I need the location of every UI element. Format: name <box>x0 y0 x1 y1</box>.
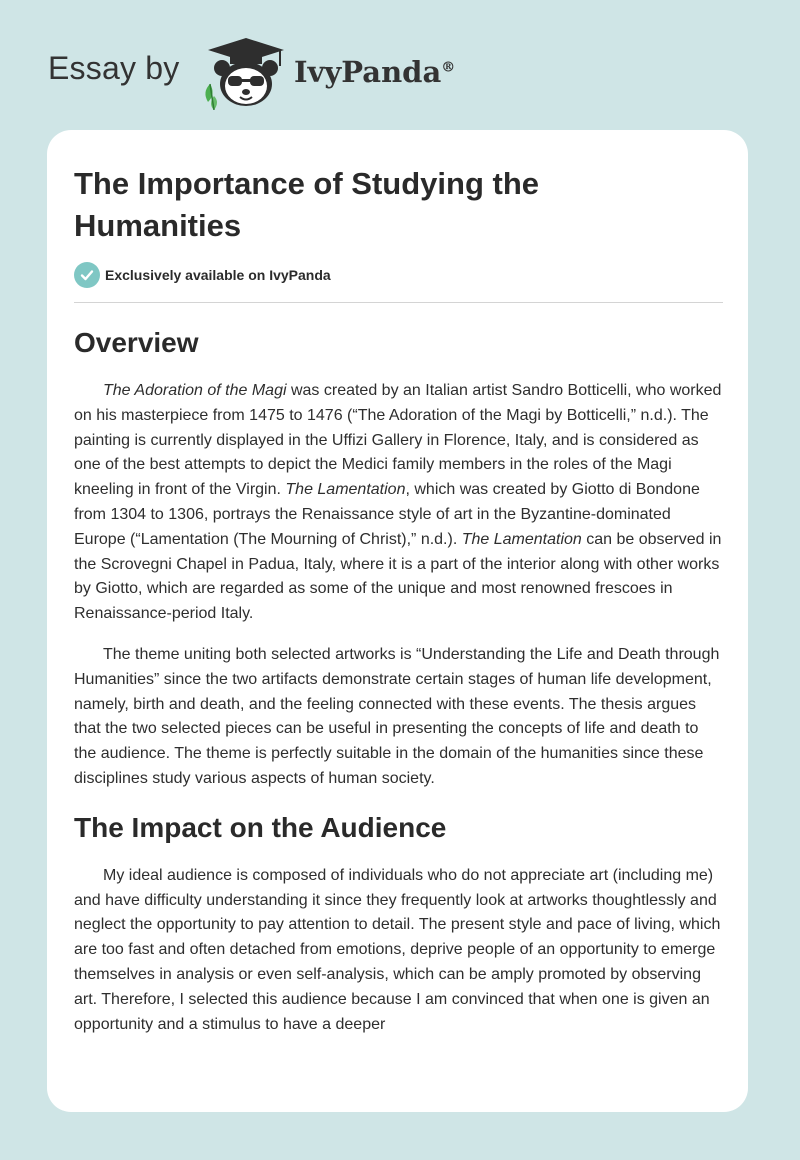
text-run: The theme uniting both selected artworks is “Understanding the Life and Death through Humanities” since the two artifacts demonstrate certain stages of human life development, namely, birth and death, and the feeling connected with these events. The thesis argues that the two selected pieces can be useful in presenting the concepts of life and death to the audience. The theme is perfectly suitable in the domain of the humanities since these disciplines study various aspects of human society. <box>74 645 720 787</box>
text-run: was created by an Italian artist Sandro Botticelli, who worked on his masterpiece from 1475 to 1476 (“The Adoration of the Magi by Botticelli,” n.d.). The painting is currently displayed in the Uffizi Gallery in Florence, Italy, and is considered as one of the best attempts to depict the Medici family members in the roles of the Magi kneeling in front of the Virgin. <box>74 382 722 499</box>
text-run: can be observed in the Scrovegni Chapel in Padua, Italy, where it is a part of the interior along with other works by Giotto, which are regarded as some of the unique and most renowned frescoes in Renaissance-period Italy. <box>74 530 722 623</box>
text-run: , which was created by Giotto di Bondone from 1304 to 1306, portrays the Renaissance style of art in the Byzantine-dominated Europe (“Lamentation (The Mourning of Christ),” n.d.). <box>74 481 700 548</box>
site-header <box>0 0 800 130</box>
ivypanda-logo-icon[interactable] <box>200 34 292 110</box>
exclusive-badge <box>74 262 331 288</box>
essay-by-label: Essay by <box>48 50 180 86</box>
paragraph <box>74 864 724 1038</box>
article-card <box>47 130 748 1112</box>
brand-name: IvyPanda® <box>294 55 456 89</box>
section-heading-overview: Overview <box>74 327 199 358</box>
paragraph <box>74 643 724 792</box>
artwork-title: The Lamentation <box>461 530 582 548</box>
artwork-title: The Adoration of the Magi <box>103 382 287 399</box>
page-title: The Importance of Studying the Humanities <box>74 166 540 243</box>
artwork-title: The Lamentation <box>285 481 406 499</box>
divider <box>74 302 723 303</box>
check-icon <box>74 262 100 288</box>
article-body <box>74 325 724 1037</box>
paragraph <box>74 379 724 627</box>
text-run: My ideal audience is composed of individuals who do not appreciate art (including me) and have difficulty understanding it since they frequently look at artworks thoughtlessly and neglect the opportunity to pay attention to detail. The present style and pace of living, which are too fast and often detached from emotions, deprive people of an opportunity to emerge themselves in analysis or even self-analysis, which can be amply promoted by observing art. Therefore, I selected this audience because I am convinced that when one is given an opportunity and a stimulus to have a deeper <box>74 866 721 1033</box>
section-heading-impact: The Impact on the Audience <box>74 811 447 843</box>
exclusive-label: Exclusively available on IvyPanda <box>105 267 331 283</box>
